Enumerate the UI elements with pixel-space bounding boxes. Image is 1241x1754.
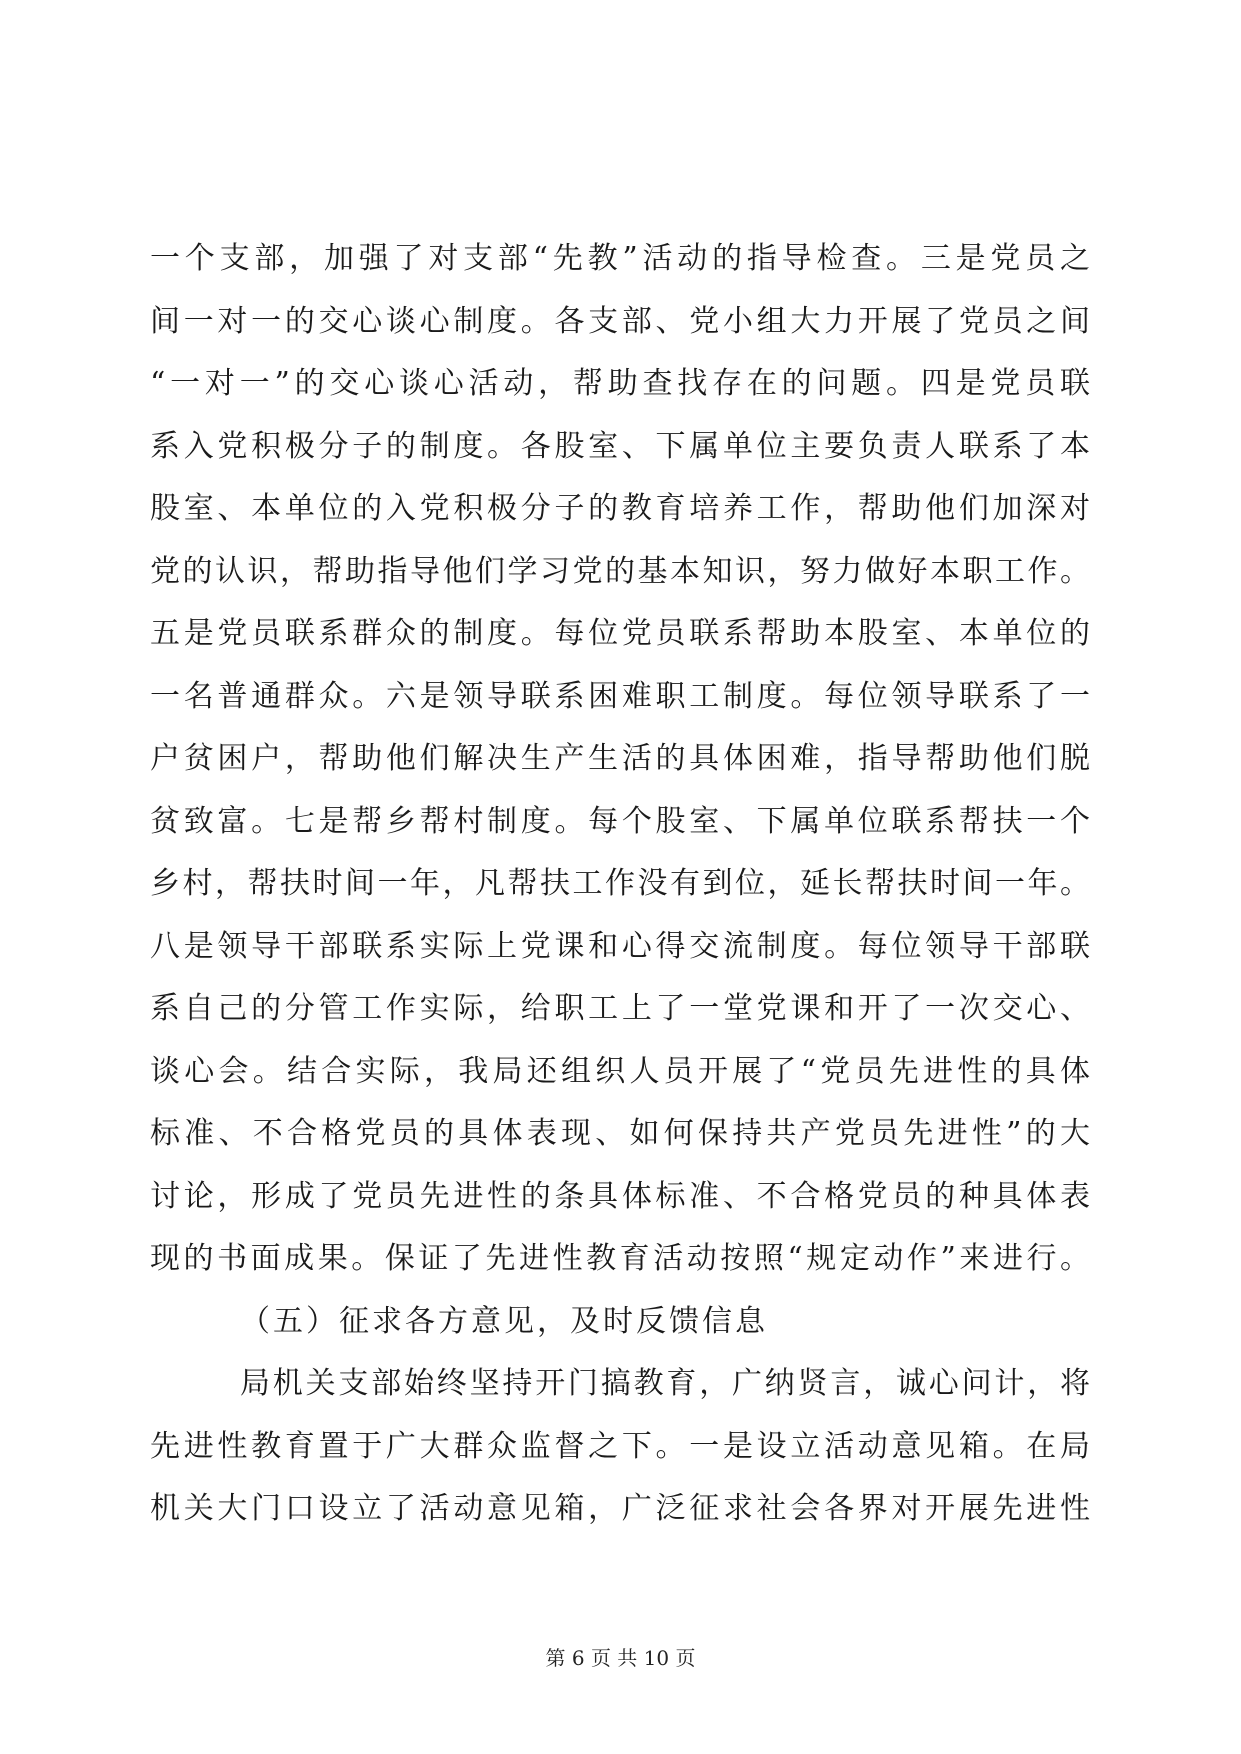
body-line: 贫致富。七是帮乡帮村制度。每个股室、下属单位联系帮扶一个	[150, 803, 1090, 839]
body-line: 标准、不合格党员的具体表现、如何保持共产党员先进性”的大	[150, 1116, 1090, 1151]
section-heading: （五）征求各方意见，及时反馈信息	[240, 1303, 768, 1339]
body-line: 系自己的分管工作实际，给职工上了一堂党课和开了一次交心、	[150, 991, 1090, 1026]
body-line: 间一对一的交心谈心制度。各支部、党小组大力开展了党员之间	[150, 303, 1090, 339]
body-line: 一个支部，加强了对支部“先教”活动的指导检查。三是党员之	[150, 241, 1090, 276]
body-line: 股室、本单位的入党积极分子的教育培养工作，帮助他们加深对	[150, 491, 1090, 526]
body-line: 现的书面成果。保证了先进性教育活动按照“规定动作”来进行。	[150, 1241, 1090, 1276]
body-line: 一名普通群众。六是领导联系困难职工制度。每位领导联系了一	[150, 678, 1090, 714]
body-line: 八是领导干部联系实际上党课和心得交流制度。每位领导干部联	[150, 928, 1090, 964]
body-line: “一对一”的交心谈心活动，帮助查找存在的问题。四是党员联	[150, 366, 1090, 401]
body-line: 党的认识，帮助指导他们学习党的基本知识，努力做好本职工作。	[150, 553, 1090, 589]
body-line: 乡村，帮扶时间一年，凡帮扶工作没有到位，延长帮扶时间一年。	[150, 866, 1090, 901]
body-line: 五是党员联系群众的制度。每位党员联系帮助本股室、本单位的	[150, 616, 1090, 651]
document-body	[150, 228, 1090, 1541]
body-line: 谈心会。结合实际，我局还组织人员开展了“党员先进性的具体	[150, 1053, 1090, 1089]
page-number-footer: 第 6 页 共 10 页	[545, 1646, 696, 1670]
body-line: 讨论，形成了党员先进性的条具体标准、不合格党员的种具体表	[150, 1178, 1090, 1214]
body-line: 局机关支部始终坚持开门搞教育，广纳贤言，诚心问计，将	[240, 1366, 1090, 1401]
body-line: 户贫困户，帮助他们解决生产生活的具体困难，指导帮助他们脱	[150, 741, 1090, 776]
body-line: 系入党积极分子的制度。各股室、下属单位主要负责人联系了本	[150, 428, 1090, 464]
body-line: 机关大门口设立了活动意见箱，广泛征求社会各界对开展先进性	[150, 1491, 1090, 1526]
body-line: 先进性教育置于广大群众监督之下。一是设立活动意见箱。在局	[150, 1428, 1090, 1464]
